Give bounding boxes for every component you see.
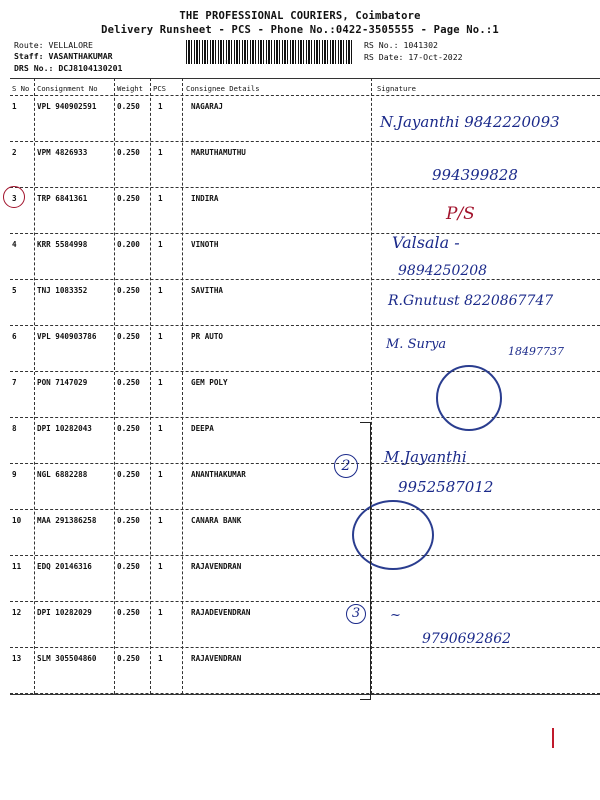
row-consignment-no: VPM 4826933 — [37, 148, 88, 157]
row-sno: 3 — [12, 194, 17, 203]
row-consignee: DEEPA — [191, 424, 214, 433]
row-sno: 10 — [12, 516, 22, 525]
row-consignee: NAGARAJ — [191, 102, 224, 111]
row-pcs: 1 — [158, 562, 163, 571]
row-consignment-no: EDQ 20146316 — [37, 562, 92, 571]
row-weight: 0.250 — [117, 516, 140, 525]
col-header-weight: Weight — [117, 84, 143, 93]
staff-field — [14, 51, 113, 61]
row-pcs: 1 — [158, 470, 163, 479]
row-sno: 4 — [12, 240, 17, 249]
row-separator — [10, 509, 600, 510]
row-sno: 2 — [12, 148, 17, 157]
row-separator — [10, 417, 600, 418]
rs-date-label: RS Date: — [364, 52, 404, 62]
row-sno: 12 — [12, 608, 22, 617]
row-sno: 8 — [12, 424, 17, 433]
col-header-consignee: Consignee Details — [186, 84, 260, 93]
row-pcs: 1 — [158, 102, 163, 111]
rs-date-value: 17-Oct-2022 — [408, 52, 463, 62]
drs-field — [14, 63, 122, 73]
row-sno: 7 — [12, 378, 17, 387]
row-weight: 0.250 — [117, 608, 140, 617]
route-value: VELLALORE — [48, 40, 93, 50]
row-sno: 1 — [12, 102, 17, 111]
row-consignment-no: VPL 940902591 — [37, 102, 97, 111]
row-consignment-no: TRP 6841361 — [37, 194, 88, 203]
col-header-consignment: Consignment No — [37, 84, 98, 93]
row-pcs: 1 — [158, 424, 163, 433]
drs-label: DRS No.: — [14, 63, 54, 73]
row-pcs: 1 — [158, 654, 163, 663]
row-consignee: INDIRA — [191, 194, 219, 203]
row-separator — [10, 371, 600, 372]
signature-row-12-scribble: ~ — [390, 608, 401, 623]
signature-row-1: N.Jayanthi 9842220093 — [380, 113, 560, 131]
circle-mark-row-3 — [3, 186, 25, 208]
ps-note-row-3: P/S — [446, 204, 475, 224]
rs-no-label: RS No.: — [364, 40, 399, 50]
signature-row-4-phone: 9894250208 — [398, 263, 488, 279]
mark-2-row-9: 2 — [334, 454, 358, 478]
row-pcs: 1 — [158, 194, 163, 203]
row-consignee: CANARA BANK — [191, 516, 242, 525]
row-pcs: 1 — [158, 286, 163, 295]
signature-row-6: M. Surya — [386, 337, 447, 352]
row-weight: 0.250 — [117, 286, 140, 295]
row-consignee: PR AUTO — [191, 332, 224, 341]
row-separator — [10, 279, 600, 280]
signature-row-9-name: M.Jayanthi — [384, 448, 467, 466]
row-weight: 0.250 — [117, 562, 140, 571]
row-consignee: RAJADEVENDRAN — [191, 608, 251, 617]
row-pcs: 1 — [158, 608, 163, 617]
signature-row-9-phone: 9952587012 — [398, 478, 494, 496]
row-sno: 13 — [12, 654, 22, 663]
row-separator — [10, 647, 600, 648]
row-sno: 6 — [12, 332, 17, 341]
row-separator — [10, 555, 600, 556]
row-consignment-no: TNJ 1083352 — [37, 286, 88, 295]
signature-row-2: 994399828 — [432, 166, 518, 184]
row-separator — [10, 141, 600, 142]
barcode — [186, 40, 354, 64]
row-consignment-no: SLM 305504860 — [37, 654, 97, 663]
row-sno: 11 — [12, 562, 22, 571]
route-label: Route: — [14, 40, 44, 50]
row-weight: 0.250 — [117, 424, 140, 433]
row-consignee: ANANTHAKUMAR — [191, 470, 246, 479]
red-mark — [552, 728, 554, 748]
drs-value: DCJ8104130201 — [58, 63, 123, 73]
row-consignment-no: VPL 940903786 — [37, 332, 97, 341]
row-separator — [10, 463, 600, 464]
table-bottom-rule — [10, 694, 600, 695]
row-consignee: RAJAVENDRAN — [191, 562, 242, 571]
row-consignee: SAVITHA — [191, 286, 224, 295]
courier-stamp — [436, 365, 502, 431]
rs-date-field — [364, 52, 463, 62]
row-weight: 0.250 — [117, 654, 140, 663]
row-separator — [10, 233, 600, 234]
row-consignment-no: DPI 10282029 — [37, 608, 92, 617]
row-weight: 0.250 — [117, 194, 140, 203]
mark-3-row-12: 3 — [346, 604, 366, 624]
row-sno: 5 — [12, 286, 17, 295]
row-weight: 0.250 — [117, 332, 140, 341]
row-consignment-no: DPI 10282043 — [37, 424, 92, 433]
row-sno: 9 — [12, 470, 17, 479]
col-header-signature: Signature — [377, 84, 416, 93]
row-weight: 0.200 — [117, 240, 140, 249]
row-pcs: 1 — [158, 148, 163, 157]
row-pcs: 1 — [158, 516, 163, 525]
runsheet-title: THE PROFESSIONAL COURIERS, Coimbatore — [179, 10, 421, 22]
row-separator — [10, 187, 600, 188]
row-weight: 0.250 — [117, 378, 140, 387]
row-consignment-no: NGL 6882288 — [37, 470, 88, 479]
row-weight: 0.250 — [117, 102, 140, 111]
signature-row-5: R.Gnutust 8220867747 — [388, 293, 554, 309]
row-consignee: GEM POLY — [191, 378, 228, 387]
rs-no-value: 1041302 — [403, 40, 438, 50]
col-header-pcs: PCS — [153, 84, 166, 93]
row-consignment-no: PON 7147029 — [37, 378, 88, 387]
row-consignee: RAJAVENDRAN — [191, 654, 242, 663]
row-consignment-no: KRR 5584998 — [37, 240, 88, 249]
row-separator — [10, 601, 600, 602]
row-pcs: 1 — [158, 378, 163, 387]
signature-row-12-phone: 9790692862 — [422, 631, 512, 647]
header-rule — [10, 95, 600, 96]
row-consignee: VINOTH — [191, 240, 219, 249]
row-pcs: 1 — [158, 240, 163, 249]
runsheet-subtitle: Delivery Runsheet - PCS - Phone No.:0422-3505555 - Page No.:1 — [101, 24, 499, 36]
row-pcs: 1 — [158, 332, 163, 341]
route-field — [14, 40, 93, 50]
row-consignee: MARUTHAMUTHU — [191, 148, 246, 157]
signature-row-4-name: Valsala - — [392, 233, 460, 252]
signature-bracket — [360, 422, 371, 700]
row-weight: 0.250 — [117, 470, 140, 479]
row-consignment-no: MAA 291386258 — [37, 516, 97, 525]
staff-label: Staff: — [14, 51, 44, 61]
rs-no-field — [364, 40, 438, 50]
row-weight: 0.250 — [117, 148, 140, 157]
row-separator — [10, 325, 600, 326]
col-header-sno: S No — [12, 84, 30, 93]
signature-row-6-phone: 18497737 — [508, 345, 564, 358]
table-top-rule — [10, 78, 600, 79]
staff-value: VASANTHAKUMAR — [48, 51, 113, 61]
